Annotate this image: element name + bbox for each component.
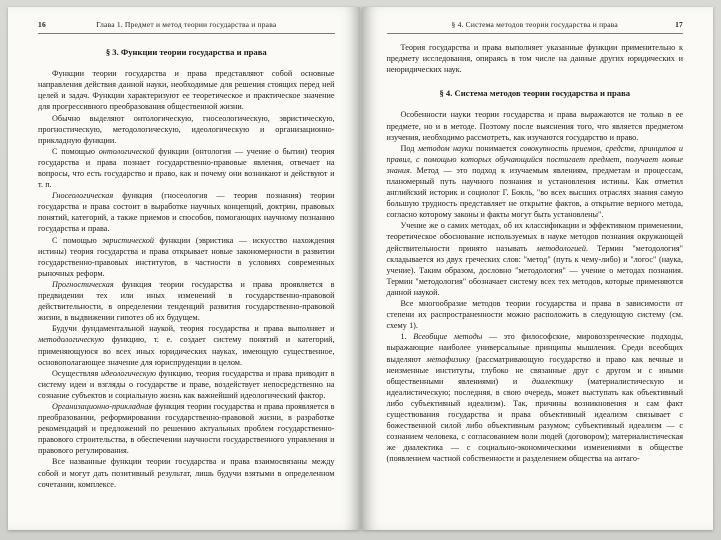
paragraph: Осуществляя идеологическую функцию, теория государства и права приводит в систему идеи и взгляды о государстве и праве, воздействует непосредственно на сознание субъектов и социальную жизнь как важнейший идеологический фактор. [38, 368, 335, 400]
page-lead-body [387, 42, 684, 75]
page-body [38, 68, 335, 490]
paragraph: Теория государства и права выполняет указанные функции применительно к предмету исследования, опираясь в том числе на данные других юридических и неюридических наук. [386, 43, 683, 75]
paragraph: Учение же о самих методах, об их классификации и эффективном применении, теоретическое обоснование используемых в науке методов познания окружающей действительности принято называть методологией. Термин "методология" складывается из двух греческих слов: "метод" (путь к чему-либо) и "логос" (наука, учение). Таким образом, дословно "методология" — учение о методах познания. Термин "методология" обозначает систему всех тех методов, которые применяются данной наукой. [386, 221, 683, 297]
page-number: 17 [675, 20, 683, 29]
paragraph: Функции теории государства и права представляют собой основные направления действия данной науки, необходимые для решения стоящих перед ней целей и задач. Функции характеризуют ее теоретическое и практическое значение для прогрессивного преобразования общественной жизни. [38, 69, 335, 112]
paragraph: Все названные функции теории государства и права взаимосвязаны между собой и могут дать позитивный результат, лишь будучи взятыми в определенном сочетании, комплексе. [38, 457, 335, 489]
page-header [38, 20, 335, 34]
page-body [387, 109, 684, 464]
paragraph: Будучи фундаментальной наукой, теория государства и права выполняет и методологическую функцию, т. е. создает систему понятий и категорий, применяющуюся во всех иных юридических науках, имеющую существенное, основополагающее значение для юриспруденции в целом. [38, 324, 335, 367]
paragraph: С помощью онтологической функции (онтология — учение о бытии) теория государства и права познает государственно-правовые явления, отвечает на вопросы, что есть государство и право, как и почему они возникают и действуют и т. п. [38, 146, 335, 190]
paragraph: С помощью эвристической функции (эвристика — искусство нахождения истины) теория государства и права открывает новые закономерности в развитии государственно-правовых институтов, в частности в условиях современных рыночных реформ. [38, 235, 335, 278]
paragraph: Организационно-прикладная функция теории государства и права проявляется в преобразовании, реформировании государственно-правовой жизни, в разработке рекомендаций и предложений по решению актуальных проблем государственно-правового строительства, в обеспечении научности государственного управления и правового регулирования. [38, 401, 335, 456]
paragraph: Прогностическая функция теории государства и права проявляется в предвидении тех или иных изменений в государственно-правовой действительности, в определении тенденций развития государственно-правовой жизни, в выдвижении гипотез об их будущем. [38, 279, 335, 323]
section-heading: § 4. Система методов теории государства и права [439, 88, 631, 99]
paragraph: Обычно выделяют онтологическую, гносеологическую, эвристическую, прогностическую, методологическую, идеологическую и организационно-прикладную функции. [38, 113, 335, 145]
paragraph: Гносеологическая функция (гносеология — теория познания) теории государства и права состоит в выработке научных концепций, доктрин, правовых понятий, категорий, а также приемов и способов, помогающих научному познанию государства и права. [38, 191, 335, 234]
page-number: 16 [38, 20, 46, 29]
paragraph: Все многообразие методов теории государства и права в зависимости от степени их распространенности можно расположить в следующую систему (см. схему 1). [386, 299, 683, 331]
page-left [8, 7, 360, 530]
running-title: § 4. Система методов теории государства и права [451, 20, 618, 29]
page-header [387, 20, 684, 34]
page-right [362, 7, 714, 530]
paragraph: 1. Всеобщие методы — это философские, мировоззренческие подходы, выражающие наиболее универсальные принципы мышления. Среди всеобщих выделяют метафизику (рассматривающую государство и право как вечные и неизменные институты, глубоко не связанные друг с другом и с иными общественными явлениями) и диалектику (материалистическую и идеалистическую; последняя, в свою очередь, может выступать как объективный либо субъективный идеализм). Так, причины возникновения и сам факт существования государства и права объективный идеализм связывает с божественной силой либо объективным разумом; субъективный идеализм — с сознанием человека, с согласованием воли людей (договором); материалистическая же диалектика — с социально-экономическими изменениями в обществе (появлением частной собственности и разделением общества на антаго- [386, 332, 684, 464]
running-title: Глава 1. Предмет и метод теории государства и права [96, 20, 277, 29]
paragraph: Под методом науки понимается совокупность приемов, средств, принципов и правил, с помощью которых обучающийся постигает предмет, получает новые знания. Метод — это подход к изучаемым явлениям, предметам и процессам, планомерный путь научного познания и установления истины. Как отметил английский историк и социолог Г. Бокль, "во всех высших отраслях знания самую большую трудность представляет не открытие фактов, а открытие верного метода, согласно которому законы и факты могут быть установлены". [386, 143, 684, 220]
section-heading: § 3. Функции теории государства и права [105, 47, 267, 57]
paragraph: Особенности науки теории государства и права выражаются не только в ее предмете, но и в методе. Поэтому после выяснения того, что является предметом изучения, необходимо рассмотреть, как изучаются государство и право. [386, 110, 683, 142]
